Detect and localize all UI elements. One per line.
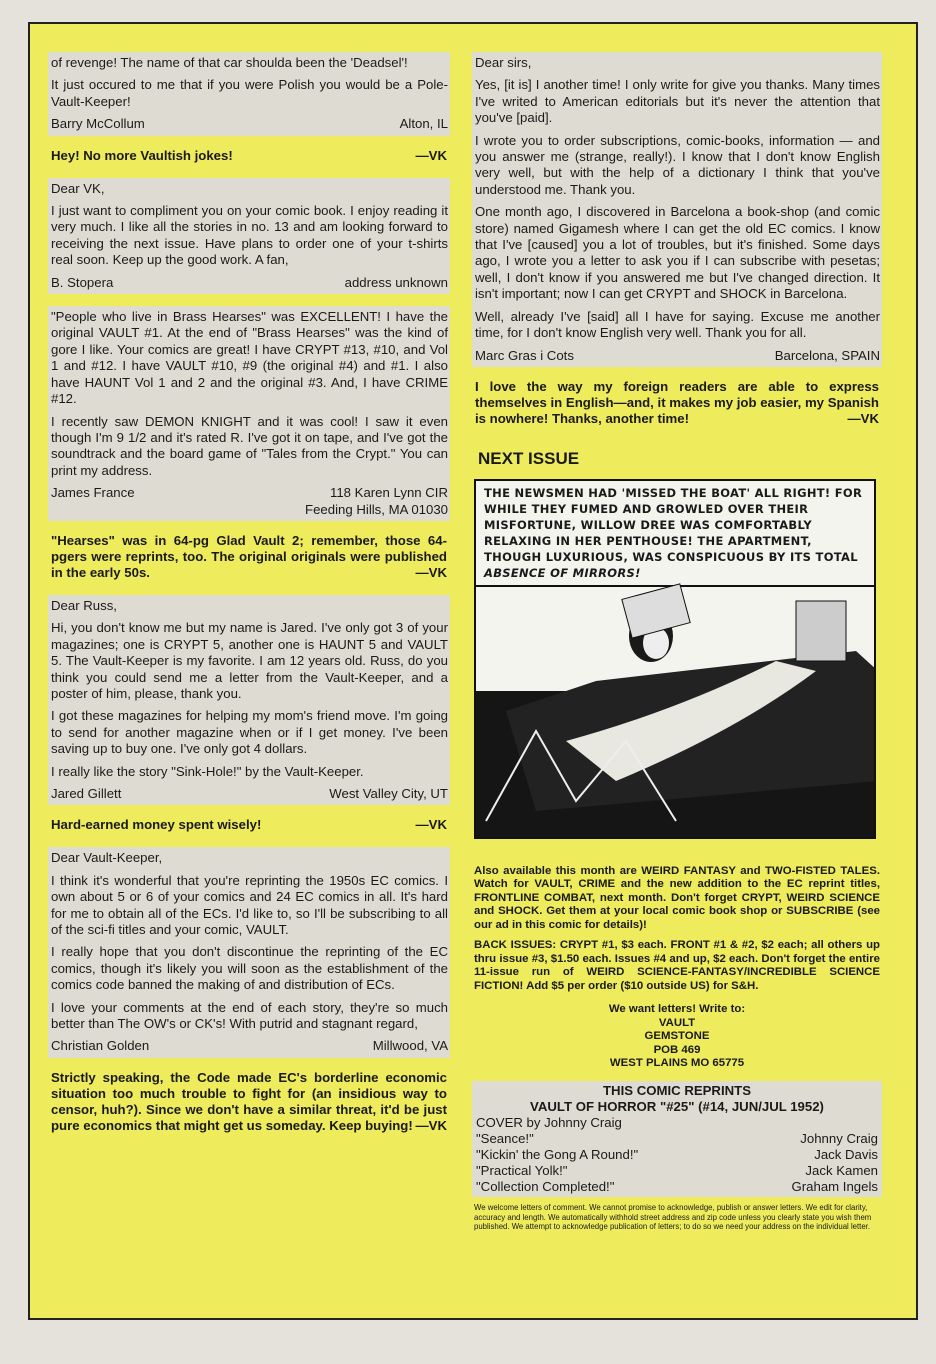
letter — [48, 178, 450, 294]
letter-paragraph: I wrote you to order subscriptions, comic-books, information — and you answer me (strange, really!). I know that I don't know English very well, but with the help of a dictionary I think that you've understood me. Thank you. — [475, 132, 880, 197]
salutation: Dear VK, — [51, 180, 105, 196]
reply-signature: —VK — [847, 410, 879, 426]
fine-print: We welcome letters of comment. We cannot promise to acknowledge, publish or answer letters. We edit for clarity, accuracy and length. We automatically withhold street address and zip code unless you clearly state you wish them published. We attempt to acknowledge publication of letters; to do so we need your address on the individual letter. — [474, 1202, 872, 1232]
reply-text: Hey! No more Vaultish jokes! — [51, 147, 233, 163]
letter-paragraph: One month ago, I discovered in Barcelona a book-shop (and comic store) named Gigamesh where I can get the old EC comics. I know that I've [caused] you a lot of troubles, but it's finished. Some days ago, I wrote you a letter to ask you if I can subscribe with pesetas; well, I don't know if you answered me but I've changed direction. It isn't important; now I can get CRYPT and SHOCK in Barcelona. — [475, 204, 880, 302]
writer-name: Christian Golden — [51, 1038, 150, 1054]
vk-reply — [48, 148, 450, 164]
story-artist: Graham Ingels — [791, 1178, 878, 1194]
left-column — [48, 52, 450, 1148]
story-title: "Collection Completed!" — [476, 1178, 615, 1194]
caption-text: THE NEWSMEN HAD 'MISSED THE BOAT' ALL RIGHT! FOR WHILE THEY FUMED AND GROWLED OVER THEIR MISFORTUNE, WILLOW DREE WAS COMFORTABLY RELAXING IN HER PENTHOUSE! THE APARTMENT, THOUGH LUXURIOUS, WAS CONSPICUOUS BY ITS TOTAL — [484, 485, 863, 564]
reprints-box — [472, 1081, 882, 1197]
writer-name: Marc Gras i Cots — [475, 347, 574, 363]
letter — [48, 52, 450, 136]
vk-reply — [48, 1070, 450, 1134]
letter-paragraph: Well, already I've [said] all I have for saying. Excuse me another time, for I don't know English very well. Thank you for all. — [475, 308, 880, 341]
writer-location: West Valley City, UT — [329, 786, 448, 801]
letter-paragraph: I recently saw DEMON KNIGHT and it was cool! I saw it even though I'm 9 1/2 and it's rated R. I've got it on tape, and I've got the soundtrack and the board game of "Tales from the Crypt." You can print my address. — [51, 413, 448, 478]
announcement-back-issues: BACK ISSUES: CRYPT #1, $3 each. FRONT #1 & #2, $2 each; all others up thru issue #3, $1.50 each. Issues #4 and up, $2 each. Don't forget the entire 11-issue run of WEIRD SCIENCE-FANTASY/INCREDIBLE SCIENCE FICTION! Add $5 per order ($10 outside US) for S&H. — [474, 939, 880, 992]
reprints-issue: VAULT OF HORROR "#25" (#14, JUN/JUL 1952) — [530, 1098, 824, 1114]
writer-name: B. Stopera — [51, 274, 114, 290]
letter-paragraph: I got these magazines for helping my mom's friend move. I'm going to send for another magazine when or if I get money. I've been saving up to buy one. I've only got 4 dollars. — [51, 708, 448, 757]
signature — [51, 786, 448, 802]
signature — [51, 275, 448, 291]
salutation: Dear sirs, — [475, 55, 532, 70]
reply-signature: —VK — [415, 147, 447, 163]
right-column — [472, 52, 882, 1238]
signature — [51, 1038, 448, 1054]
cover-credit: COVER by Johnny Craig — [476, 1114, 622, 1130]
writer-name: Barry McCollum — [51, 116, 145, 132]
reply-signature: —VK — [415, 1117, 447, 1133]
story-artist: Jack Kamen — [805, 1162, 878, 1178]
address-line: We want letters! Write to: — [608, 1003, 746, 1016]
announcement-new-titles: Also available this month are WEIRD FANTASY and TWO-FISTED TALES. Watch for VAULT, CRIME and the new addition to the EC reprint titles, FRONTLINE COMBAT, next month. Don't forget CRYPT, WEIRD SCIENCE and SHOCK. Get them at your local comic book shop or SUBSCRIBE (see our ad in this comic for details)! — [474, 864, 880, 931]
letter-paragraph: "People who live in Brass Hearses" was EXCELLENT! I have the original VAULT #1. At the end of "Brass Hearses" was the kind of gore I like. Your comics are great! I have CRYPT #13, #10, and Vol 1 and #12. I have VAULT #10, #9 (the original #4) and #1. I also have HAUNT Vol 1 and 2 and the original #3. And, I have CRIME #12. — [51, 309, 448, 407]
letter-paragraph: I really hope that you don't discontinue the reprinting of the EC comics, though it's likely you will soon as the establishment of the comics code banned the making of and distribution of ECs. — [51, 944, 448, 993]
story-artist: Johnny Craig — [800, 1130, 878, 1146]
letter-paragraph: I just want to compliment you on your comic book. I enjoy reading it very much. I like all the stories in no. 13 and am looking forward to receiving the next issue. Have plans to order one of your t-shirts real soon. Keep up the good work. A fan, — [51, 203, 448, 268]
writer-location: Millwood, VA — [372, 1038, 448, 1054]
announcements — [474, 865, 880, 994]
reply-signature: —VK — [415, 817, 447, 833]
letter-paragraph: I love your comments at the end of each story, they're so much better than The OW's or CK's! With putrid and stagnant regard, — [51, 999, 448, 1032]
address-line: GEMSTONE — [644, 1030, 710, 1043]
vk-reply — [48, 817, 450, 833]
writer-name: James France — [51, 485, 135, 501]
letter-paragraph: I think it's wonderful that you're reprinting the 1950s EC comics. I own about 5 or 6 of your comics and 24 EC comics in all. It's hard for me to obtain all of the ECs. I'd like to, so I'll be subscribing to all of the sci-fi titles and your comic, VAULT. — [51, 872, 448, 938]
story-title: "Kickin' the Gong A Round!" — [476, 1146, 639, 1162]
letter-paragraph: of revenge! The name of that car shoulda been the 'Deadsel'! — [51, 55, 408, 70]
story-credit — [476, 1147, 878, 1163]
next-issue-heading: NEXT ISSUE — [478, 448, 580, 468]
vk-reply — [48, 533, 450, 581]
letter — [48, 595, 450, 805]
story-credit — [476, 1131, 878, 1147]
letter-paragraph: Hi, you don't know me but my name is Jared. I've only got 3 of your magazines; one is CRYPT 5, another one is HAUNT 5 and VAULT 5. The Vault-Keeper is my favorite. I am 12 years old. Russ, do you think you could send me a letter from the Vault-Keeper, and a poster of him, please, thank you. — [51, 620, 448, 701]
story-credit — [476, 1163, 878, 1179]
address-line: POB 469 — [653, 1043, 701, 1056]
story-credit — [476, 1179, 878, 1195]
letter — [472, 52, 882, 367]
reply-text: I love the way my foreign readers are able to express themselves in English—and, it makes my job easier, my Spanish is nowhere! Thanks, another time! — [475, 378, 879, 426]
reclining-woman-drawing — [476, 481, 876, 839]
writer-location: 118 Karen Lynn CIR Feeding Hills, MA 01030 — [305, 485, 448, 517]
vk-reply — [472, 379, 882, 427]
signature — [51, 116, 448, 132]
story-title: "Seance!" — [476, 1130, 534, 1146]
signature — [475, 348, 880, 364]
writer-location: Barcelona, SPAIN — [774, 347, 880, 363]
writer-location: Alton, IL — [399, 116, 448, 132]
next-issue-illustration — [474, 479, 876, 839]
mailing-address — [472, 1003, 882, 1071]
address-line: VAULT — [658, 1016, 696, 1029]
story-artist: Jack Davis — [814, 1146, 878, 1162]
writer-name: Jared Gillett — [51, 786, 122, 801]
letter-paragraph: Yes, [it is] I another time! I only write for give you thanks. Many times I've writed to American editorials but it's never the attention that you've [paid]. — [475, 77, 880, 126]
writer-location: address unknown — [344, 274, 448, 290]
letter-paragraph: It just occured to me that if you were Polish you would be a Pole-Vault-Keeper! — [51, 77, 448, 109]
address-line: WEST PLAINS MO 65775 — [609, 1057, 745, 1070]
letter — [48, 847, 450, 1057]
salutation: Dear Vault-Keeper, — [51, 850, 163, 866]
reply-text: "Hearses" was in 64-pg Glad Vault 2; remember, those 64-pgers were reprints, too. The original originals were published in the early 50s. — [51, 532, 447, 580]
story-title: "Practical Yolk!" — [476, 1162, 568, 1178]
reply-text: Hard-earned money spent wisely! — [51, 817, 262, 833]
letters-page — [28, 22, 918, 1320]
reprints-title: THIS COMIC REPRINTS — [603, 1082, 751, 1098]
letter — [48, 306, 450, 521]
letter-paragraph: I really like the story "Sink-Hole!" by the Vault-Keeper. — [51, 763, 364, 779]
caption-emphasis: ABSENCE OF MIRRORS! — [484, 565, 641, 580]
reply-signature: —VK — [415, 564, 447, 580]
reply-text: Strictly speaking, the Code made EC's borderline economic situation too much trouble to fight for (an insidious way to censor, huh?). Since we don't have a similar threat, it'd be just pure economics that might get us someday. Keep buying! — [51, 1069, 447, 1133]
salutation: Dear Russ, — [51, 597, 117, 613]
signature — [51, 485, 448, 518]
